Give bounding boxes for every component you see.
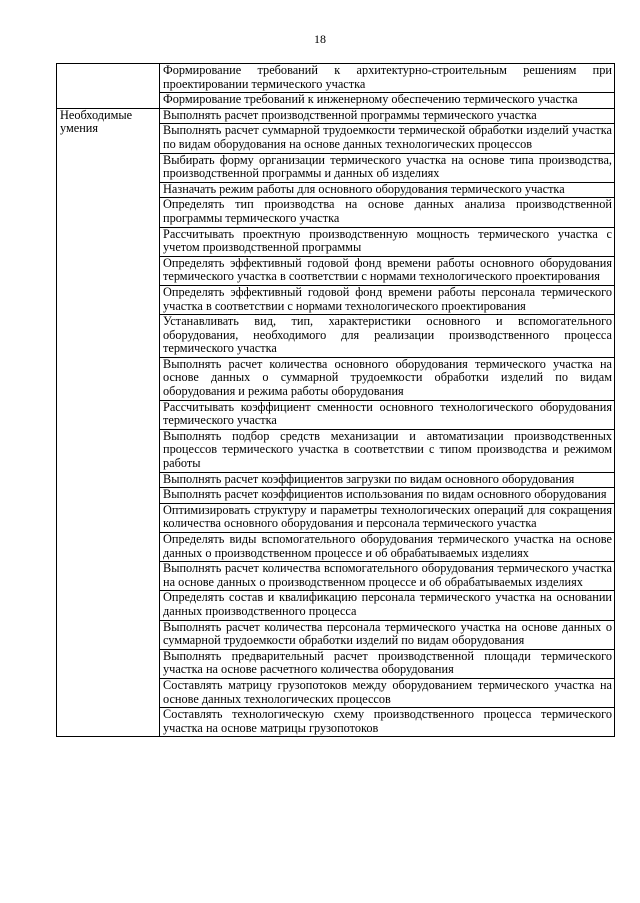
- skill-text: Выполнять подбор средств механизации и автоматизации производственных процессов термического участка в соответствии с типом производства и режимом работы: [160, 429, 615, 472]
- competency-table: [56, 63, 615, 737]
- requirement-text: Формирование требований к инженерному обеспечению термического участка: [160, 93, 615, 109]
- page-number: 18: [314, 32, 326, 46]
- skill-text: Выполнять расчет количества основного оборудования термического участка на основе данных о суммарной трудоемкости обработки изделий по видам оборудования и режима работы оборудования: [160, 357, 615, 400]
- table-row: [57, 108, 615, 124]
- skill-text: Выполнять расчет количества вспомогательного оборудования термического участка на основе данных о производственном процессе и об обрабатываемых изделиях: [160, 562, 615, 591]
- skill-text: Определять эффективный годовой фонд времени работы персонала термического участка в соответствии с нормами технологического проектирования: [160, 285, 615, 314]
- skill-text: Определять виды вспомогательного оборудования термического участка на основе данных о производственном процессе и об обрабатываемых изделиях: [160, 533, 615, 562]
- skill-text: Устанавливать вид, тип, характеристики основного и вспомогательного оборудования, необходимого для реализации производственного процесса термического участка: [160, 315, 615, 358]
- skill-text: Рассчитывать проектную производственную мощность термического участка с учетом производственной программы: [160, 227, 615, 256]
- skill-text: Определять состав и квалификацию персонала термического участка на основании данных производственного процесса: [160, 591, 615, 620]
- skill-text: Определять тип производства на основе данных анализа производственной программы термического участка: [160, 198, 615, 227]
- skill-text: Назначать режим работы для основного оборудования термического участка: [160, 182, 615, 198]
- skill-text: Оптимизировать структуру и параметры технологических операций для сокращения количества основного оборудования и персонала термического участка: [160, 503, 615, 532]
- skill-text: Выполнять расчет суммарной трудоемкости термической обработки изделий участка по видам оборудования на основе данных технологических процессов: [160, 124, 615, 153]
- skill-text: Выбирать форму организации термического участка на основе типа производства, производственной программы и данных об изделиях: [160, 153, 615, 182]
- skill-text: Определять эффективный годовой фонд времени работы основного оборудования термического участка в соответствии с нормами технологического проектирования: [160, 256, 615, 285]
- skill-text: Выполнять расчет коэффициентов загрузки по видам основного оборудования: [160, 472, 615, 488]
- skill-text: Выполнять расчет производственной программы термического участка: [160, 108, 615, 124]
- skill-text: Составлять матрицу грузопотоков между оборудованием термического участка на основе данных технологических процессов: [160, 678, 615, 707]
- requirement-text: Формирование требований к архитектурно-строительным решениям при проектировании термического участка: [160, 64, 615, 93]
- skill-text: Выполнять расчет коэффициентов использования по видам основного оборудования: [160, 488, 615, 504]
- section-label-skills: Необходимые умения: [57, 108, 160, 737]
- skill-text: Выполнять расчет количества персонала термического участка на основе данных о суммарной трудоемкости обработки изделий по видам оборудования: [160, 620, 615, 649]
- skill-text: Составлять технологическую схему производственного процесса термического участка на основе матрицы грузопотоков: [160, 708, 615, 737]
- table-row: [57, 64, 615, 93]
- skill-text: Выполнять предварительный расчет производственной площади термического участка на основе расчетного количества оборудования: [160, 649, 615, 678]
- skill-text: Рассчитывать коэффициент сменности основного технологического оборудования термического участка: [160, 400, 615, 429]
- row-label-empty: [57, 64, 160, 109]
